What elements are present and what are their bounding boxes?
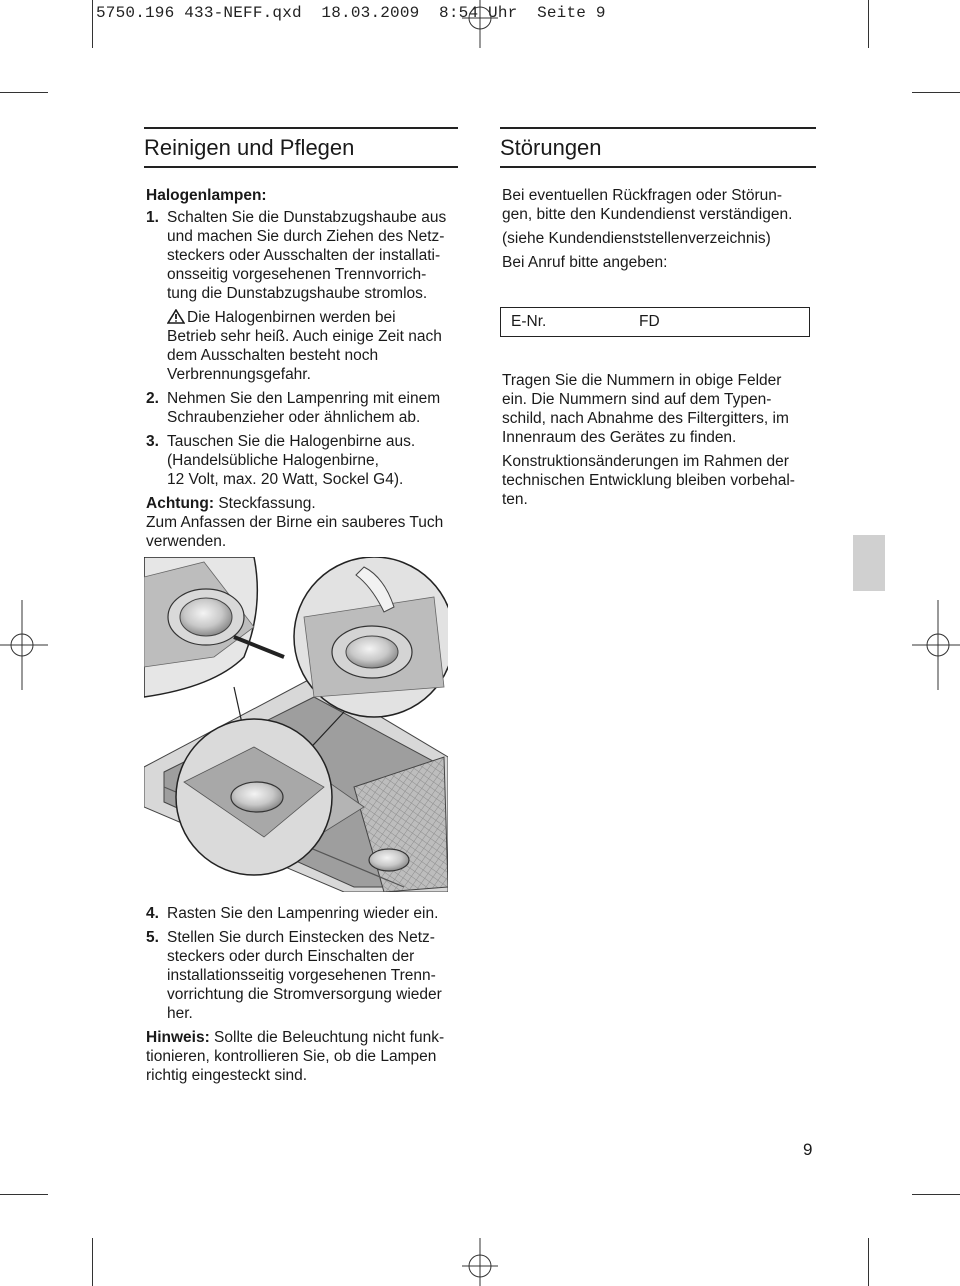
right-section-title: Störungen [500,135,602,160]
enr-label: E-Nr. [511,313,547,330]
hinweis-paragraph [146,1028,466,1085]
info-line: ein. Die Nummern sind auf dem Typen- [502,391,772,408]
step-4-line: Rasten Sie den Lampenring wieder ein. [167,905,439,922]
step-1-line: onsseitig vorgesehenen Trennvorrich- [167,266,427,283]
hinweis-text: Sollte die Beleuchtung nicht funk- [209,1029,445,1046]
step-4-number: 4. [146,905,159,922]
changes-line: Konstruktionsänderungen im Rahmen der [502,453,789,470]
left-title-rule-top [144,127,458,129]
step-3-number: 3. [146,433,159,450]
step-1-line: steckers oder Ausschalten der installati- [167,247,441,264]
changes-line: technischen Entwicklung bleiben vorbehal- [502,472,795,489]
step-1-number: 1. [146,209,159,226]
registration-mark-left [0,600,48,690]
info-line: schild, nach Abnahme des Filtergitters, im [502,410,789,427]
intro-paragraph [502,186,822,224]
step-1-line: Schalten Sie die Dunstabzugshaube aus [167,209,447,226]
left-title-rule-bottom [144,166,458,168]
changes-line: ten. [502,491,528,508]
halogen-subhead: Halogenlampen: [146,187,267,204]
intro-line: Bei eventuellen Rückfragen oder Störun- [502,187,783,204]
right-info-text [502,371,822,514]
step-5-number: 5. [146,929,159,946]
warning-line: Die Halogenbirnen werden bei [187,309,396,326]
warning-icon [167,309,185,324]
step-1 [146,208,466,303]
step-2-number: 2. [146,390,159,407]
halogen-lamp-illustration [144,557,448,892]
warning-line: dem Ausschalten besteht noch [167,347,379,364]
right-title-rule-top [500,127,816,129]
left-lower-text [146,904,466,1090]
achtung-line: Zum Anfassen der Birne ein sauberes Tuch [146,514,444,531]
directory-note: (siehe Kundendienststellenverzeichnis) [502,230,771,247]
step-5 [146,928,466,1023]
chapter-tab-marker [853,535,885,591]
step-4 [146,904,466,923]
hinweis-label: Hinweis: [146,1029,210,1046]
step-5-line: steckers oder durch Einschalten der [167,948,415,965]
right-intro-text [502,186,822,277]
number-box [500,307,810,337]
achtung-text: Steckfassung. [214,495,316,512]
step-3 [146,432,466,489]
info-line: Innenraum des Gerätes zu finden. [502,429,737,446]
registration-mark-bottom [460,1238,500,1286]
achtung-paragraph [146,494,466,551]
changes-paragraph [502,452,822,509]
fd-label: FD [639,313,660,330]
achtung-line: verwenden. [146,533,227,550]
info-paragraph [502,371,822,447]
left-upper-text [146,186,466,556]
step-5-line: installationsseitig vorgesehenen Trenn- [167,967,436,984]
hinweis-line: richtig eingesteckt sind. [146,1067,308,1084]
step-1-line: tung die Dunstabzugshaube stromlos. [167,285,428,302]
step-2 [146,389,466,427]
step-5-line: Stellen Sie durch Einstecken des Netz- [167,929,435,946]
warning-paragraph [146,308,466,384]
hinweis-line: tionieren, kontrollieren Sie, ob die Lampen [146,1048,437,1065]
call-info: Bei Anruf bitte angeben: [502,254,668,271]
warning-line: Betrieb sehr heiß. Auch einige Zeit nach [167,328,442,345]
intro-line: gen, bitte den Kundendienst verständigen. [502,206,793,223]
step-3-line: (Handelsübliche Halogenbirne, [167,452,379,469]
registration-mark-right [912,600,960,690]
page-number: 9 [803,1140,813,1159]
warning-line: Verbrennungsgefahr. [167,366,311,383]
step-2-line: Schraubenzieher oder ähnlichem ab. [167,409,421,426]
step-5-line: vorrichtung die Stromversorgung wieder [167,986,442,1003]
step-1-line: und machen Sie durch Ziehen des Netz- [167,228,445,245]
right-title-rule-bottom [500,166,816,168]
left-section-title: Reinigen und Pflegen [144,135,355,160]
step-5-line: her. [167,1005,193,1022]
info-line: Tragen Sie die Nummern in obige Felder [502,372,782,389]
registration-mark-top [460,0,500,48]
step-3-line: 12 Volt, max. 20 Watt, Sockel G4). [167,471,404,488]
file-slug: 5750.196 433-NEFF.qxd 18.03.2009 8:54 Uhr Seite 9 [96,4,606,22]
step-3-line: Tauschen Sie die Halogenbirne aus. [167,433,416,450]
achtung-label: Achtung: [146,495,215,512]
step-2-line: Nehmen Sie den Lampenring mit einem [167,390,441,407]
